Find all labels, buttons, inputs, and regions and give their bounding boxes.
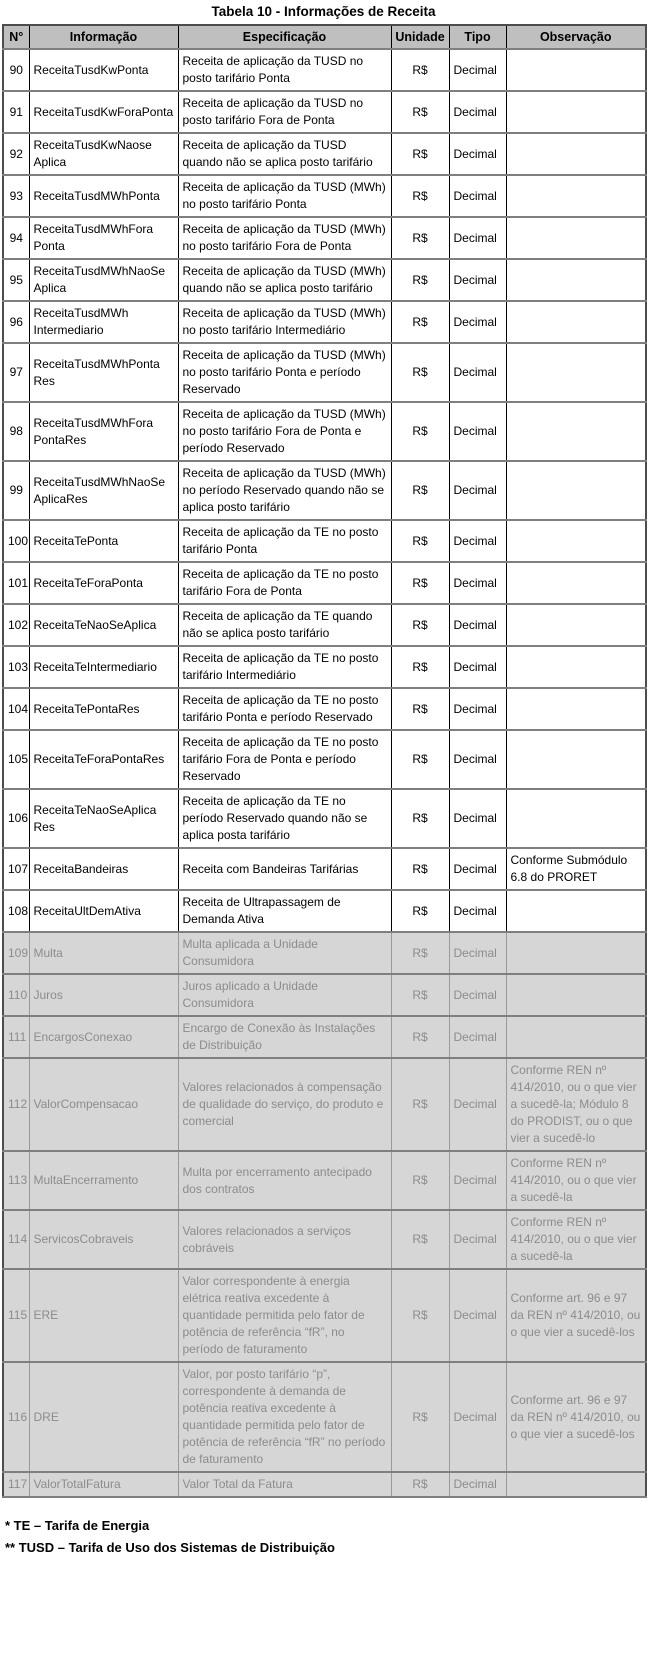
column-header-observacao: Observação bbox=[506, 25, 646, 49]
cell-observacao bbox=[506, 688, 646, 730]
cell-informacao: MultaEncerramento bbox=[29, 1151, 178, 1210]
cell-tipo: Decimal bbox=[449, 133, 506, 175]
table-row bbox=[3, 175, 646, 217]
cell-observacao bbox=[506, 133, 646, 175]
cell-tipo: Decimal bbox=[449, 91, 506, 133]
cell-numero: 114 bbox=[3, 1210, 29, 1269]
cell-tipo: Decimal bbox=[449, 520, 506, 562]
table-row bbox=[3, 848, 646, 890]
cell-informacao: ReceitaTusdMWhNaoSe Aplica bbox=[29, 259, 178, 301]
cell-observacao: Conforme REN nº 414/2010, ou o que vier a sucedê-la; Módulo 8 do PRODIST, ou o que vier a sucedê-lo bbox=[506, 1058, 646, 1151]
cell-especificacao: Receita de aplicação da TUSD (MWh) quando não se aplica posto tarifário bbox=[178, 259, 391, 301]
table-row bbox=[3, 1472, 646, 1497]
cell-tipo: Decimal bbox=[449, 1210, 506, 1269]
cell-observacao bbox=[506, 789, 646, 848]
cell-informacao: ReceitaTusdMWhFora Ponta bbox=[29, 217, 178, 259]
cell-numero: 103 bbox=[3, 646, 29, 688]
cell-unidade: R$ bbox=[391, 217, 449, 259]
cell-informacao: ReceitaTePontaRes bbox=[29, 688, 178, 730]
cell-observacao bbox=[506, 175, 646, 217]
footnote-tusd: ** TUSD – Tarifa de Uso dos Sistemas de Distribuição bbox=[5, 1540, 335, 1555]
cell-numero: 97 bbox=[3, 343, 29, 402]
cell-tipo: Decimal bbox=[449, 217, 506, 259]
table-row bbox=[3, 520, 646, 562]
cell-numero: 113 bbox=[3, 1151, 29, 1210]
cell-unidade: R$ bbox=[391, 1151, 449, 1210]
cell-tipo: Decimal bbox=[449, 562, 506, 604]
cell-unidade: R$ bbox=[391, 848, 449, 890]
table-row bbox=[3, 1016, 646, 1058]
cell-informacao: ReceitaTusdMWhNaoSe AplicaRes bbox=[29, 461, 178, 520]
cell-informacao: Juros bbox=[29, 974, 178, 1016]
cell-unidade: R$ bbox=[391, 343, 449, 402]
cell-tipo: Decimal bbox=[449, 343, 506, 402]
cell-unidade: R$ bbox=[391, 1362, 449, 1472]
cell-informacao: ReceitaTusdKwNaose Aplica bbox=[29, 133, 178, 175]
cell-unidade: R$ bbox=[391, 1472, 449, 1497]
cell-informacao: ReceitaTusdKwPonta bbox=[29, 49, 178, 91]
cell-especificacao: Juros aplicado a Unidade Consumidora bbox=[178, 974, 391, 1016]
cell-tipo: Decimal bbox=[449, 49, 506, 91]
cell-tipo: Decimal bbox=[449, 1151, 506, 1210]
cell-tipo: Decimal bbox=[449, 402, 506, 461]
cell-informacao: DRE bbox=[29, 1362, 178, 1472]
cell-informacao: EncargosConexao bbox=[29, 1016, 178, 1058]
cell-especificacao: Receita de aplicação da TE no posto tarifário Fora de Ponta bbox=[178, 562, 391, 604]
cell-tipo: Decimal bbox=[449, 848, 506, 890]
receita-table bbox=[2, 24, 647, 1498]
cell-numero: 111 bbox=[3, 1016, 29, 1058]
cell-informacao: ReceitaTeIntermediario bbox=[29, 646, 178, 688]
column-header-unidade: Unidade bbox=[391, 25, 449, 49]
cell-informacao: ServicosCobraveis bbox=[29, 1210, 178, 1269]
cell-unidade: R$ bbox=[391, 1058, 449, 1151]
cell-unidade: R$ bbox=[391, 890, 449, 932]
cell-informacao: ReceitaTusdMWhPonta bbox=[29, 175, 178, 217]
cell-tipo: Decimal bbox=[449, 932, 506, 974]
cell-observacao bbox=[506, 91, 646, 133]
cell-numero: 112 bbox=[3, 1058, 29, 1151]
cell-numero: 104 bbox=[3, 688, 29, 730]
cell-numero: 108 bbox=[3, 890, 29, 932]
table-row bbox=[3, 133, 646, 175]
cell-numero: 115 bbox=[3, 1269, 29, 1362]
cell-numero: 100 bbox=[3, 520, 29, 562]
cell-observacao bbox=[506, 730, 646, 789]
cell-numero: 98 bbox=[3, 402, 29, 461]
cell-observacao bbox=[506, 49, 646, 91]
cell-unidade: R$ bbox=[391, 520, 449, 562]
footnotes bbox=[5, 1515, 652, 1559]
cell-especificacao: Multa aplicada a Unidade Consumidora bbox=[178, 932, 391, 974]
cell-unidade: R$ bbox=[391, 259, 449, 301]
cell-tipo: Decimal bbox=[449, 1058, 506, 1151]
cell-observacao bbox=[506, 1016, 646, 1058]
cell-unidade: R$ bbox=[391, 301, 449, 343]
cell-tipo: Decimal bbox=[449, 890, 506, 932]
cell-unidade: R$ bbox=[391, 1016, 449, 1058]
cell-tipo: Decimal bbox=[449, 604, 506, 646]
table-row bbox=[3, 217, 646, 259]
cell-numero: 90 bbox=[3, 49, 29, 91]
cell-unidade: R$ bbox=[391, 402, 449, 461]
cell-especificacao: Receita de aplicação da TE no posto tarifário Intermediário bbox=[178, 646, 391, 688]
cell-numero: 107 bbox=[3, 848, 29, 890]
cell-especificacao: Receita de aplicação da TE no posto tarifário Ponta bbox=[178, 520, 391, 562]
cell-numero: 92 bbox=[3, 133, 29, 175]
table-row bbox=[3, 646, 646, 688]
cell-observacao: Conforme Submódulo 6.8 do PRORET bbox=[506, 848, 646, 890]
cell-unidade: R$ bbox=[391, 175, 449, 217]
cell-especificacao: Valores relacionados à compensação de qualidade do serviço, do produto e comercial bbox=[178, 1058, 391, 1151]
cell-especificacao: Valor correspondente à energia elétrica reativa excedente à quantidade permitida pelo fator de potência de referência “fR”, no período de faturamento bbox=[178, 1269, 391, 1362]
cell-numero: 110 bbox=[3, 974, 29, 1016]
cell-informacao: ReceitaTeNaoSeAplica bbox=[29, 604, 178, 646]
footnote-te: * TE – Tarifa de Energia bbox=[5, 1518, 150, 1533]
cell-unidade: R$ bbox=[391, 461, 449, 520]
table-row bbox=[3, 730, 646, 789]
cell-informacao: ReceitaTeForaPonta bbox=[29, 562, 178, 604]
table-row bbox=[3, 932, 646, 974]
cell-especificacao: Receita de aplicação da TUSD (MWh) no posto tarifário Fora de Ponta e período Reservado bbox=[178, 402, 391, 461]
table-row bbox=[3, 789, 646, 848]
cell-observacao bbox=[506, 646, 646, 688]
column-header-numero: N° bbox=[3, 25, 29, 49]
cell-numero: 105 bbox=[3, 730, 29, 789]
table-row bbox=[3, 604, 646, 646]
cell-numero: 96 bbox=[3, 301, 29, 343]
cell-numero: 95 bbox=[3, 259, 29, 301]
cell-tipo: Decimal bbox=[449, 301, 506, 343]
table-row bbox=[3, 259, 646, 301]
cell-unidade: R$ bbox=[391, 1269, 449, 1362]
cell-unidade: R$ bbox=[391, 932, 449, 974]
table-row bbox=[3, 1269, 646, 1362]
table-title: Tabela 10 - Informações de Receita bbox=[211, 4, 436, 19]
cell-tipo: Decimal bbox=[449, 1269, 506, 1362]
table-row bbox=[3, 1151, 646, 1210]
cell-especificacao: Receita de aplicação da TE no posto tarifário Fora de Ponta e período Reservado bbox=[178, 730, 391, 789]
cell-tipo: Decimal bbox=[449, 1472, 506, 1497]
cell-observacao: Conforme REN nº 414/2010, ou o que vier a sucedê-la bbox=[506, 1151, 646, 1210]
cell-tipo: Decimal bbox=[449, 175, 506, 217]
cell-observacao: Conforme art. 96 e 97 da REN nº 414/2010, ou o que vier a sucedê-los bbox=[506, 1269, 646, 1362]
cell-especificacao: Receita de aplicação da TUSD (MWh) no posto tarifário Intermediário bbox=[178, 301, 391, 343]
cell-especificacao: Receita de aplicação da TE no posto tarifário Ponta e período Reservado bbox=[178, 688, 391, 730]
cell-observacao bbox=[506, 217, 646, 259]
cell-informacao: Multa bbox=[29, 932, 178, 974]
cell-unidade: R$ bbox=[391, 688, 449, 730]
cell-unidade: R$ bbox=[391, 49, 449, 91]
cell-especificacao: Multa por encerramento antecipado dos contratos bbox=[178, 1151, 391, 1210]
table-row bbox=[3, 461, 646, 520]
cell-informacao: ReceitaTeForaPontaRes bbox=[29, 730, 178, 789]
cell-observacao bbox=[506, 343, 646, 402]
column-header-tipo: Tipo bbox=[449, 25, 506, 49]
table-row bbox=[3, 91, 646, 133]
cell-observacao bbox=[506, 890, 646, 932]
cell-observacao bbox=[506, 932, 646, 974]
cell-informacao: ReceitaBandeiras bbox=[29, 848, 178, 890]
cell-especificacao: Receita com Bandeiras Tarifárias bbox=[178, 848, 391, 890]
cell-especificacao: Valor, por posto tarifário “p”, correspondente à demanda de potência reativa excedente à quantidade permitida pelo fator de potência de referência “fR” no período de faturamento bbox=[178, 1362, 391, 1472]
column-header-informacao: Informação bbox=[29, 25, 178, 49]
cell-informacao: ValorCompensacao bbox=[29, 1058, 178, 1151]
table-row bbox=[3, 890, 646, 932]
cell-observacao bbox=[506, 562, 646, 604]
cell-especificacao: Valores relacionados a serviços cobráveis bbox=[178, 1210, 391, 1269]
cell-informacao: ReceitaTeNaoSeAplica Res bbox=[29, 789, 178, 848]
table-row bbox=[3, 343, 646, 402]
cell-tipo: Decimal bbox=[449, 461, 506, 520]
cell-especificacao: Receita de aplicação da TUSD (MWh) no posto tarifário Ponta bbox=[178, 175, 391, 217]
cell-observacao bbox=[506, 402, 646, 461]
table-row bbox=[3, 1210, 646, 1269]
table-row bbox=[3, 562, 646, 604]
cell-unidade: R$ bbox=[391, 646, 449, 688]
cell-observacao bbox=[506, 520, 646, 562]
cell-numero: 101 bbox=[3, 562, 29, 604]
cell-observacao: Conforme REN nº 414/2010, ou o que vier a sucedê-la bbox=[506, 1210, 646, 1269]
cell-tipo: Decimal bbox=[449, 1362, 506, 1472]
cell-especificacao: Receita de aplicação da TE no período Reservado quando não se aplica posta tarifário bbox=[178, 789, 391, 848]
cell-unidade: R$ bbox=[391, 91, 449, 133]
cell-numero: 102 bbox=[3, 604, 29, 646]
cell-informacao: ReceitaTusdMWhPonta Res bbox=[29, 343, 178, 402]
cell-especificacao: Valor Total da Fatura bbox=[178, 1472, 391, 1497]
cell-especificacao: Receita de aplicação da TUSD quando não se aplica posto tarifário bbox=[178, 133, 391, 175]
cell-informacao: ReceitaTePonta bbox=[29, 520, 178, 562]
cell-informacao: ReceitaUltDemAtiva bbox=[29, 890, 178, 932]
cell-unidade: R$ bbox=[391, 730, 449, 789]
cell-observacao bbox=[506, 604, 646, 646]
table-body bbox=[3, 49, 646, 1497]
cell-observacao bbox=[506, 461, 646, 520]
cell-especificacao: Receita de Ultrapassagem de Demanda Ativa bbox=[178, 890, 391, 932]
cell-numero: 93 bbox=[3, 175, 29, 217]
table-row bbox=[3, 688, 646, 730]
cell-unidade: R$ bbox=[391, 789, 449, 848]
cell-informacao: ReceitaTusdKwForaPonta bbox=[29, 91, 178, 133]
cell-numero: 106 bbox=[3, 789, 29, 848]
cell-tipo: Decimal bbox=[449, 789, 506, 848]
cell-observacao: Conforme art. 96 e 97 da REN nº 414/2010, ou o que vier a sucedê-los bbox=[506, 1362, 646, 1472]
cell-observacao bbox=[506, 1472, 646, 1497]
table-row bbox=[3, 402, 646, 461]
cell-tipo: Decimal bbox=[449, 646, 506, 688]
cell-tipo: Decimal bbox=[449, 259, 506, 301]
column-header-especificacao: Especificação bbox=[178, 25, 391, 49]
cell-especificacao: Receita de aplicação da TUSD (MWh) no posto tarifário Ponta e período Reservado bbox=[178, 343, 391, 402]
cell-especificacao: Receita de aplicação da TUSD no posto tarifário Ponta bbox=[178, 49, 391, 91]
cell-numero: 94 bbox=[3, 217, 29, 259]
cell-especificacao: Receita de aplicação da TUSD (MWh) no período Reservado quando não se aplica posto tarifário bbox=[178, 461, 391, 520]
cell-unidade: R$ bbox=[391, 604, 449, 646]
cell-informacao: ValorTotalFatura bbox=[29, 1472, 178, 1497]
cell-numero: 117 bbox=[3, 1472, 29, 1497]
table-row bbox=[3, 1362, 646, 1472]
cell-numero: 109 bbox=[3, 932, 29, 974]
table-row bbox=[3, 49, 646, 91]
cell-observacao bbox=[506, 974, 646, 1016]
header-row bbox=[3, 25, 646, 49]
cell-tipo: Decimal bbox=[449, 688, 506, 730]
cell-especificacao: Receita de aplicação da TUSD no posto tarifário Fora de Ponta bbox=[178, 91, 391, 133]
cell-informacao: ReceitaTusdMWh Intermediario bbox=[29, 301, 178, 343]
cell-informacao: ReceitaTusdMWhFora PontaRes bbox=[29, 402, 178, 461]
cell-tipo: Decimal bbox=[449, 974, 506, 1016]
table-row bbox=[3, 1058, 646, 1151]
cell-unidade: R$ bbox=[391, 974, 449, 1016]
cell-unidade: R$ bbox=[391, 133, 449, 175]
cell-numero: 91 bbox=[3, 91, 29, 133]
cell-numero: 99 bbox=[3, 461, 29, 520]
cell-observacao bbox=[506, 259, 646, 301]
cell-tipo: Decimal bbox=[449, 1016, 506, 1058]
cell-especificacao: Receita de aplicação da TUSD (MWh) no posto tarifário Fora de Ponta bbox=[178, 217, 391, 259]
cell-observacao bbox=[506, 301, 646, 343]
cell-unidade: R$ bbox=[391, 562, 449, 604]
cell-numero: 116 bbox=[3, 1362, 29, 1472]
cell-informacao: ERE bbox=[29, 1269, 178, 1362]
cell-especificacao: Receita de aplicação da TE quando não se aplica posto tarifário bbox=[178, 604, 391, 646]
cell-unidade: R$ bbox=[391, 1210, 449, 1269]
table-row bbox=[3, 974, 646, 1016]
cell-tipo: Decimal bbox=[449, 730, 506, 789]
table-row bbox=[3, 301, 646, 343]
cell-especificacao: Encargo de Conexão às Instalações de Distribuição bbox=[178, 1016, 391, 1058]
